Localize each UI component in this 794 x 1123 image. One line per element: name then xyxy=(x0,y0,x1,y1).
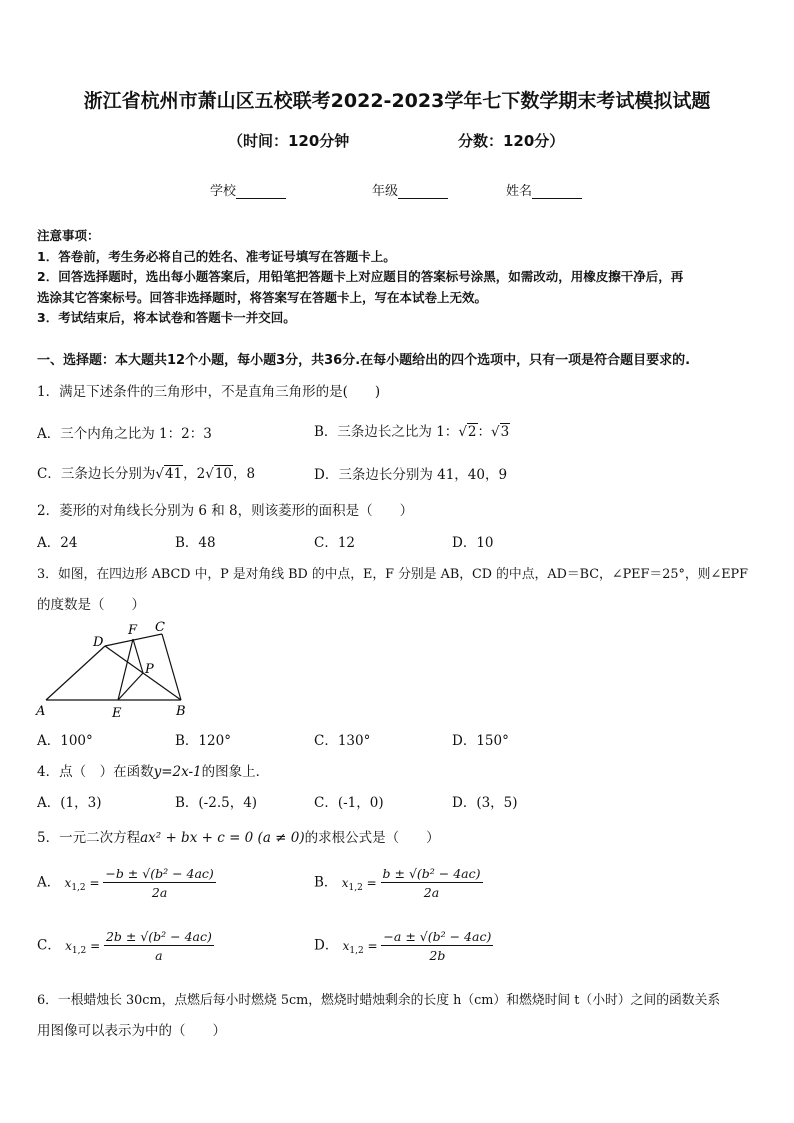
q5-option-c xyxy=(37,929,214,963)
time-label: （时间：120分钟 xyxy=(228,132,350,150)
q1-b-radicand-2: 3 xyxy=(500,424,510,440)
q1-option-c xyxy=(37,462,255,482)
q5-b-sub: 1,2 xyxy=(348,882,363,893)
q1-option-d: D．三条边长分别为 41，40，9 xyxy=(314,467,508,483)
q5-option-b xyxy=(314,866,483,900)
q1-c-radicand-1: 41 xyxy=(164,466,183,482)
q2-option-b: B．48 xyxy=(175,535,216,551)
label-e: E xyxy=(112,706,122,721)
q5-d-lhs xyxy=(342,938,382,956)
label-b: B xyxy=(176,704,186,719)
segment-fp xyxy=(133,639,143,673)
label-p: P xyxy=(145,662,154,677)
q5-a-sub: 1,2 xyxy=(71,882,86,893)
q5-stem-pre: 5．一元二次方程 xyxy=(37,830,141,846)
q4-option-c: C．(-1，0) xyxy=(314,795,384,811)
q3-stem: 3．如图，在四边形 ABCD 中，P 是对角线 BD 的中点，E，F 分别是 AB，CD 的中点，AD＝BC，∠PEF＝25°，则∠EPF xyxy=(37,567,749,582)
q5-a-lhs xyxy=(64,875,104,893)
sqrt-icon: √ xyxy=(458,424,467,440)
q5-a-x: x xyxy=(64,875,72,890)
q5-b-x: x xyxy=(341,875,349,890)
q1-c-prefix: C．三条边长分别为 xyxy=(37,466,156,482)
quadrilateral-diagram xyxy=(30,615,205,725)
note-item: 2．回答选择题时，选出每小题答案后，用铅笔把答题卡上对应题目的答案标号涂黑，如需改动，用橡皮擦干净后，再 xyxy=(37,269,684,284)
school-field xyxy=(210,180,286,199)
q1-c-radicand-2: 10 xyxy=(214,466,233,482)
q5-d-label: D． xyxy=(314,937,339,954)
q5-equation: ax² + bx + c = 0 (a ≠ 0) xyxy=(140,830,305,846)
q1-c-mid: ，2 xyxy=(183,466,206,482)
q5-c-eq: = xyxy=(86,938,104,953)
q2-option-c: C．12 xyxy=(314,535,356,551)
q5-a-fraction xyxy=(103,866,215,900)
q5-d-eq: = xyxy=(363,938,382,953)
note-item: 选涂其它答案标号。回答非选择题时，将答案写在答题卡上，写在本试卷上无效。 xyxy=(37,290,488,305)
q5-stem xyxy=(37,826,440,846)
q4-function: y=2x-1 xyxy=(153,764,202,780)
q5-b-eq: = xyxy=(362,875,381,890)
q5-b-lhs xyxy=(341,875,381,893)
grade-label: 年级 xyxy=(372,184,399,199)
q5-c-sub: 1,2 xyxy=(71,945,87,956)
name-blank xyxy=(532,184,582,199)
q1-b-prefix: B．三条边长之比为 1： xyxy=(314,424,459,440)
note-item: 3．考试结束后，将本试卷和答题卡一并交回。 xyxy=(37,310,296,325)
q5-a-label: A． xyxy=(37,874,61,891)
segment-ad xyxy=(46,646,105,700)
sqrt-icon: √ xyxy=(491,424,500,440)
sqrt-icon: √ xyxy=(205,466,214,482)
q3-option-a: A．100° xyxy=(37,733,93,749)
q5-c-denominator: a xyxy=(155,948,163,963)
q5-b-numerator: b ± √(b² − 4ac) xyxy=(382,866,481,881)
q5-d-fraction xyxy=(381,929,493,963)
name-label: 姓名 xyxy=(506,184,533,199)
school-blank xyxy=(236,184,286,199)
q6-stem-2: 用图像可以表示为中的（ ） xyxy=(37,1023,226,1039)
school-label: 学校 xyxy=(210,184,237,199)
q2-option-d: D．10 xyxy=(452,535,494,551)
q5-c-x: x xyxy=(65,938,72,953)
q5-d-x: x xyxy=(342,938,350,953)
q5-c-lhs xyxy=(65,938,104,956)
q4-option-d: D．(3，5) xyxy=(452,795,518,811)
q2-stem: 2．菱形的对角线长分别为 6 和 8，则该菱形的面积是（ ） xyxy=(37,503,414,519)
q1-stem: 1．满足下述条件的三角形中，不是直角三角形的是( ) xyxy=(37,384,381,400)
q5-c-label: C． xyxy=(37,937,61,954)
q4-stem xyxy=(37,760,269,780)
label-c: C xyxy=(155,620,165,635)
q4-option-b: B．(-2.5，4) xyxy=(175,795,258,811)
q3-option-c: C．130° xyxy=(314,733,371,749)
q5-d-numerator: −a ± √(b² − 4ac) xyxy=(383,929,492,944)
q5-a-numerator: −b ± √(b² − 4ac) xyxy=(105,866,214,881)
q4-stem-pre: 4．点（ ）在函数 xyxy=(37,764,154,780)
label-f: F xyxy=(128,623,138,638)
sqrt-icon: √ xyxy=(155,466,164,482)
q1-b-radicand-1: 2 xyxy=(467,424,477,440)
score-label: 分数：120分） xyxy=(458,132,565,150)
q6-stem: 6．一根蜡烛长 30cm，点燃后每小时燃烧 5cm，燃烧时蜡烛剩余的长度 h（cm）和燃烧时间 t（小时）之间的函数关系 xyxy=(37,993,721,1008)
q5-option-a xyxy=(37,866,216,900)
label-d: D xyxy=(93,635,104,650)
page-title: 浙江省杭州市萧山区五校联考2022-2023学年七下数学期末考试模拟试题 xyxy=(83,90,711,112)
q5-b-fraction xyxy=(381,866,483,900)
q5-b-label: B． xyxy=(314,874,338,891)
q5-option-d xyxy=(314,929,493,963)
q5-a-denominator: 2a xyxy=(151,885,168,900)
q5-c-fraction xyxy=(104,929,214,963)
q4-stem-post: 的图象上． xyxy=(201,764,270,780)
q5-d-sub: 1,2 xyxy=(349,945,364,956)
segment-cb xyxy=(162,634,181,700)
q3-stem-2: 的度数是（ ） xyxy=(37,597,145,613)
note-item: 1．答卷前，考生务必将自己的姓名、准考证号填写在答题卡上。 xyxy=(37,249,396,264)
q5-c-numerator: 2b ± √(b² − 4ac) xyxy=(105,929,212,944)
q3-option-b: B．120° xyxy=(175,733,231,749)
segment-ef xyxy=(118,639,133,700)
label-a: A xyxy=(36,704,46,719)
name-field xyxy=(506,180,582,199)
q1-b-sep: ： xyxy=(477,424,492,440)
grade-blank xyxy=(398,184,448,199)
q4-option-a: A．(1，3) xyxy=(37,795,102,811)
q5-stem-post: 的求根公式是（ ） xyxy=(304,830,440,846)
grade-field xyxy=(372,180,448,199)
q1-c-suffix: ，8 xyxy=(233,466,256,482)
q2-option-a: A．24 xyxy=(37,535,78,551)
q1-option-a: A．三个内角之比为 1：2：3 xyxy=(37,426,212,442)
q3-option-d: D．150° xyxy=(452,733,509,749)
section-heading: 一、选择题：本大题共12个小题，每小题3分，共36分.在每小题给出的四个选项中，只有一项是符合题目要求的. xyxy=(37,353,691,368)
q5-a-eq: = xyxy=(85,875,104,890)
q5-b-denominator: 2a xyxy=(423,885,440,900)
q5-d-denominator: 2b xyxy=(429,948,446,963)
q1-option-b xyxy=(314,420,510,440)
notes-heading: 注意事项： xyxy=(37,228,100,243)
